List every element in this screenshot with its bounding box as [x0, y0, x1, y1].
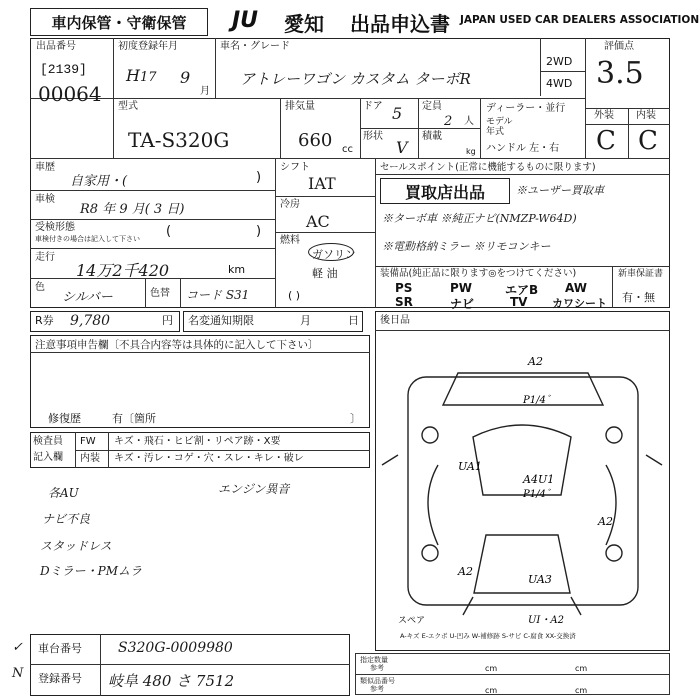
- fuel-diesel: 軽 油: [312, 267, 338, 280]
- history-label: 車歴: [35, 162, 55, 173]
- cm-4: cm: [575, 686, 588, 695]
- shop-label: 買取店出品: [404, 182, 485, 202]
- inspector-label1: 検査員: [33, 436, 63, 447]
- repair-label: 修復歴: [48, 412, 81, 425]
- displacement-unit: cc: [342, 144, 353, 155]
- diagram-mark-2: P1/4゛: [523, 395, 556, 406]
- displacement-label: 排気量: [285, 101, 315, 112]
- model-year-label2: 年式: [486, 127, 505, 137]
- cm-1: cm: [485, 664, 498, 673]
- check-n: N: [12, 666, 24, 681]
- sales-point-2: ※ターボ車 ※純正ナビ(NMZP-W64D): [382, 212, 577, 225]
- seller-close: ): [256, 224, 262, 239]
- name-change-day: 日: [348, 314, 359, 327]
- outside-label: 外装: [594, 110, 614, 121]
- doors-label: ドア: [363, 101, 383, 112]
- name-change-month: 月: [300, 314, 311, 327]
- drive-4wd: 4WD: [546, 77, 573, 90]
- recycle-value: 9,780: [70, 313, 111, 329]
- interior-label: 内装: [80, 453, 100, 464]
- aircon-value: AC: [306, 212, 330, 231]
- model-year-label: モデル: [486, 117, 513, 127]
- doors-value: 5: [392, 104, 403, 123]
- capacity-label: 定員: [422, 101, 442, 112]
- aircon-label: 冷房: [280, 199, 300, 210]
- diagram-mark-4: A4U1: [523, 473, 555, 486]
- diagram-mark-8: UA3: [528, 573, 552, 586]
- fw-label: FW: [80, 436, 96, 447]
- seller-open: (: [166, 224, 172, 239]
- diagram-mark-3: UA1: [458, 460, 482, 473]
- field2-sub: 参考: [370, 685, 384, 693]
- capacity-unit: 人: [464, 116, 474, 127]
- seller-label: 受検形態: [35, 222, 75, 233]
- equip-sr: SR: [395, 295, 413, 309]
- car-diagram: [378, 335, 666, 625]
- plate-value: 岐阜 480 さ 7512: [108, 672, 235, 690]
- recycle-unit: 円: [162, 314, 173, 327]
- recycle-label: R券: [35, 314, 54, 327]
- diagram-mark-7: A2: [458, 565, 473, 578]
- diagram-mark-9: UI・A2: [528, 615, 564, 625]
- inside-value: C: [638, 126, 658, 156]
- history-value: 自家用・(: [70, 174, 128, 189]
- shop-box: [380, 178, 510, 204]
- sales-point-1: ※ユーザー買取車: [516, 184, 604, 197]
- form-title: 出品申込書: [350, 12, 450, 36]
- capacity-value: 2: [444, 114, 453, 129]
- registration-year: 17: [140, 70, 157, 85]
- lot-label: 出品番号: [36, 41, 76, 52]
- color-label: 色: [35, 282, 45, 293]
- new-warranty-value: 有・無: [622, 291, 655, 304]
- registration-era: H: [126, 66, 140, 85]
- interior-items: キズ・汚レ・コゲ・穴・スレ・キレ・破レ: [114, 453, 304, 464]
- plate-label: 登録番号: [38, 672, 82, 685]
- equip-leather: カワシート: [552, 297, 607, 310]
- registration-label: 初度登録年月: [118, 41, 178, 52]
- color-change-label: 色替: [150, 288, 170, 299]
- model-name-value: アトレーワゴン カスタム ターボR: [240, 70, 471, 88]
- association-label: JAPAN USED CAR DEALERS ASSOCIATION: [460, 14, 700, 26]
- remark-4: スタッドレス: [40, 539, 112, 553]
- outside-value: C: [596, 126, 616, 156]
- fw-items: キズ・飛石・ヒビ割・リペア跡・X要: [114, 436, 281, 447]
- new-warranty-label: 新車保証書: [618, 269, 664, 279]
- shift-value: IAT: [308, 174, 336, 193]
- chassis-value: S320G-0009980: [118, 640, 233, 656]
- load-unit: kg: [466, 147, 476, 156]
- sales-point-3: ※電動格納ミラー ※リモコンキー: [382, 240, 551, 253]
- inspection-value: R8 年 9 月( 3 日): [80, 202, 185, 217]
- remark-2: エンジン異音: [218, 482, 290, 496]
- dealer-label: ディーラー・並行: [486, 103, 566, 114]
- seller-sub: 車検付きの場合は記入して下さい: [35, 235, 140, 243]
- mileage-label: 走行: [35, 252, 55, 263]
- equip-tv: TV: [510, 295, 528, 309]
- drive-2wd: 2WD: [546, 55, 573, 68]
- diagram-mark-6: A2: [598, 515, 613, 528]
- fuel-label: 燃料: [280, 235, 300, 246]
- registration-month-unit: 月: [200, 86, 210, 97]
- mileage-value: 14万2千420: [76, 261, 170, 280]
- equip-pw: PW: [450, 281, 473, 295]
- lot-bracket: [2139]: [40, 62, 87, 77]
- model-name-label: 車名・グレード: [220, 41, 290, 52]
- field2-label: 類似品番号: [360, 677, 395, 685]
- diagram-legend: A-キズ E-エクボ U-凹み W-補修跡 S-サビ C-腐食 XX-交換済: [400, 632, 576, 640]
- shape-value: V: [396, 138, 408, 157]
- equip-ps: PS: [395, 281, 413, 295]
- type-value: TA-S320G: [128, 128, 230, 152]
- ju-logo: JU: [232, 8, 259, 33]
- fuel-gasoline: ガソリン: [312, 248, 356, 261]
- grade-value: 3.5: [596, 56, 644, 91]
- lot-number: 00064: [38, 82, 102, 106]
- diagram-mark-10: スペア: [398, 616, 426, 625]
- chassis-label: 車台番号: [38, 642, 82, 655]
- remark-1: 各AU: [48, 486, 79, 500]
- shift-label: シフト: [280, 162, 310, 173]
- inside-label: 内装: [636, 110, 656, 121]
- equip-label: 装備品(純正品に限ります◎をつけてください): [380, 268, 577, 279]
- repair-close: 〕: [350, 412, 361, 425]
- field1-sub: 参考: [370, 664, 384, 672]
- load-label: 積載: [422, 131, 442, 142]
- type-label: 型式: [118, 101, 138, 112]
- color-code: コード S31: [186, 288, 250, 302]
- remark-3: ナビ不良: [42, 512, 91, 526]
- fuel-other: ( ): [288, 289, 301, 302]
- after-label: 後日品: [380, 315, 410, 326]
- registration-month: 9: [180, 68, 191, 87]
- grade-label: 評価点: [604, 41, 634, 52]
- shape-label: 形状: [363, 131, 383, 142]
- handle-label: ハンドル 左・右: [486, 143, 560, 154]
- remark-5: Dミラー・PMムラ: [40, 564, 142, 578]
- displacement-value: 660: [298, 130, 333, 151]
- region-label: 愛知: [284, 12, 324, 36]
- equip-navi: ナビ: [450, 297, 475, 311]
- check-mark: ✓: [12, 640, 23, 655]
- field1-label: 指定数量: [360, 656, 388, 664]
- storage-box: [30, 8, 208, 36]
- cm-3: cm: [485, 686, 498, 695]
- notes-label: 注意事項申告欄〔不具合内容等は具体的に記入して下さい〕: [35, 339, 319, 351]
- mileage-unit: km: [228, 263, 246, 276]
- inspection-label: 車検: [35, 194, 55, 205]
- diagram-mark-5: P1/4゛: [523, 489, 556, 500]
- color-value: シルバー: [62, 290, 113, 305]
- name-change-label: 名変通知期限: [188, 314, 254, 327]
- equip-aw: AW: [565, 281, 587, 295]
- equip-airbag: エアB: [505, 283, 539, 297]
- cm-2: cm: [575, 664, 588, 673]
- history-close: ): [256, 170, 262, 185]
- diagram-mark-1: A2: [528, 355, 543, 368]
- inspector-label2: 記入欄: [33, 452, 63, 463]
- repair-value: 有〔箇所: [112, 412, 156, 425]
- sales-label: セールスポイント(正常に機能するものに限ります): [380, 162, 596, 173]
- storage-label: 車内保管・守衛保管: [51, 13, 187, 32]
